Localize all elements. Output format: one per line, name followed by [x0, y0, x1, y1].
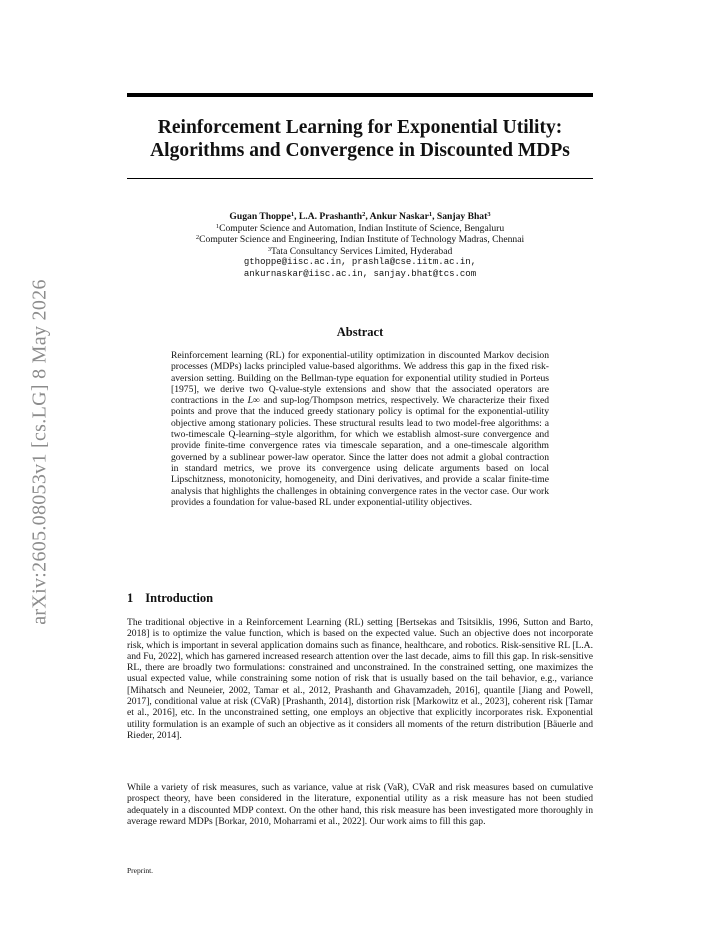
section-heading-introduction	[127, 591, 593, 606]
abstract-math-symbol: L∞	[247, 395, 260, 407]
author-names: Gugan Thoppe$^1$, L.A. Prashanth$^2$, Ankur Naskar$^1$, Sanjay Bhat$^3$	[229, 211, 491, 222]
author-name: L.A. Prashanth	[298, 211, 363, 222]
title-top-rule	[127, 93, 593, 97]
paper-title	[127, 116, 593, 162]
title-line-2: Algorithms and Convergence in Discounted MDPs	[150, 140, 570, 161]
abstract-text: Reinforcement learning (RL) for exponential-utility optimization in discounted Markov decision processes (MDPs) lacks principled value-based algorithms. We address this gap in the fixed risk-aversion setting. Building on the Bellman-type equation for exponential utility studied in Porteus [1975], we derive two Q-value-style extensions and show that the associated operators are contractions in the L∞ and sup-log/Thompson metrics, respectively. We characterize their fixed points and prove that the induced greedy stationary policy is optimal for the exponential-utility objective among stationary policies. These structural results lead to two model-free algorithms: a two-timescale Q-learning–style algorithm, for which we establish almost-sure convergence and provide finite-time convergence rates via timescale separation, and a one-timescale algorithm governed by a sublinear power-law operator. Since the latter does not admit a global contraction in standard metrics, we prove its convergence using delicate arguments based on local Lipschitzness, monotonicity, homogeneity, and Dini derivatives, and provide a scalar finite-time analysis that highlights the challenges in obtaining convergence rates in the vector case. Our work provides a foundation for value-based RL under exponential-utility objectives.	[171, 350, 550, 508]
intro-paragraph-2: While a variety of risk measures, such as variance, value at risk (VaR), CVaR and risk measures based on cumulative prospect theory, have been considered in the literature, exponential utility as a risk measure has not been studied adequately in a discounted MDP context. On the other hand, this risk measure has been investigated more thoroughly in average reward MDPs [Borkar, 2010, Moharrami et al., 2022]. Our work aims to fill this gap.	[127, 782, 593, 827]
affiliation-line: $^2$Computer Science and Engineering, Indian Institute of Technology Madras, Chennai	[195, 234, 525, 246]
abstract-heading: Abstract	[336, 325, 384, 339]
author-name: Ankur Naskar	[369, 211, 429, 222]
section-title: Introduction	[145, 591, 214, 605]
intro-paragraph-1: The traditional objective in a Reinforcement Learning (RL) setting [Bertsekas and Tsitsiklis, 1996, Sutton and Barto, 2018] is to optimize the value function, which is based on the expected value. Such an objective does not incorporate risk, which is important in several application domains such as finance, healthcare, and robotics. Risk-sensitive RL [L.A. and Fu, 2022], which has garnered increased research attention over the last decade, aims to fill this gap. In risk-sensitive RL, there are broadly two formulations: constrained and unconstrained. In the constrained setting, one maximizes the usual expected value, while constraining some notion of risk that is usually based on the tail behavior, e.g., variance [Mihatsch and Neuneier, 2002, Tamar et al., 2012, Prashanth and Ghavamzadeh, 2016], quantile [Jiang and Powell, 2017], conditional value at risk (CVaR) [Prashanth, 2014], distortion risk [Markowitz et al., 2023], coherent risk [Tamar et al., 2016], etc. In the unconstrained setting, one employs an objective that explicitly incorporates risk. Exponential utility formulation is an example of such an objective as it considers all moments of the return distribution [Bäuerle and Rieder, 2014].	[127, 617, 593, 741]
author-emails-line-1: gthoppe@iisc.ac.in, prashla@cse.iitm.ac.in,	[243, 257, 477, 268]
arxiv-identifier-stamp: arXiv:2605.08053v1 [cs.LG] 8 May 2026	[28, 279, 51, 625]
author-name: Gugan Thoppe	[229, 211, 291, 222]
author-emails-line-2: ankurnaskar@iisc.ac.in, sanjay.bhat@tcs.com	[243, 268, 477, 279]
author-affiliation-mark: 1	[428, 211, 433, 218]
author-name: Sanjay Bhat	[436, 211, 488, 222]
affiliation-line: $^3$Tata Consultancy Services Limited, Hyderabad	[267, 245, 453, 257]
section-number: 1	[127, 591, 134, 605]
footer-preprint-note: Preprint.	[127, 866, 154, 875]
affiliation-line: $^1$Computer Science and Automation, Indian Institute of Science, Bengaluru	[215, 222, 505, 234]
author-affiliation-mark: 2	[362, 211, 366, 218]
author-affiliation-mark: 3	[487, 211, 491, 218]
author-block	[127, 211, 593, 281]
author-affiliation-mark: 1	[290, 211, 295, 218]
title-line-1: Reinforcement Learning for Exponential Utility:	[157, 117, 563, 138]
title-bottom-rule	[127, 178, 593, 179]
